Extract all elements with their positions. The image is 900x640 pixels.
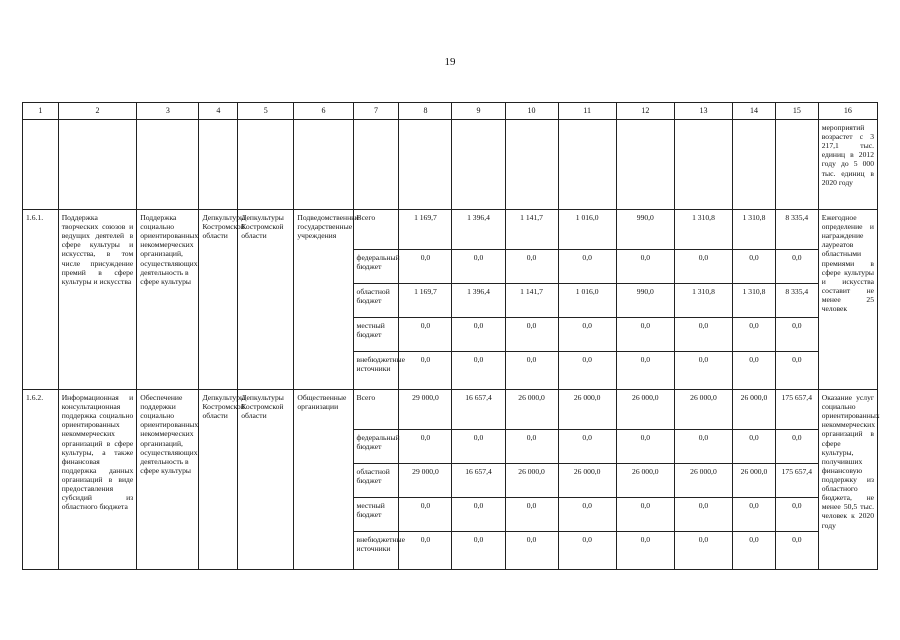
column-number: 7 (353, 103, 399, 120)
continuation-note: мероприятий возрастет с 3 217,1 тыс. единиц в 2012 году до 5 000 тыс. единиц в 2020 году (818, 120, 877, 210)
funding-source: Всего (353, 390, 399, 430)
column-number: 10 (505, 103, 558, 120)
funding-value: 0,0 (674, 498, 732, 532)
funding-source: областной бюджет (353, 464, 399, 498)
funding-value: 0,0 (399, 430, 452, 464)
table-body (23, 103, 878, 570)
funding-value: 0,0 (616, 532, 674, 570)
funding-value: 1 310,8 (733, 210, 776, 250)
funding-source: внебюджетные источники (353, 532, 399, 570)
funding-value: 26 000,0 (505, 390, 558, 430)
funding-value: 0,0 (399, 498, 452, 532)
funding-value: 0,0 (733, 498, 776, 532)
activity-name: Поддержка творческих союзов и ведущих деятелей в сфере культуры и искусства, в том числе присуждение премий в сфере культуры и искусства (58, 210, 137, 390)
funding-value: 0,0 (399, 250, 452, 284)
cell-empty (674, 120, 732, 210)
funding-value: 0,0 (558, 430, 616, 464)
cell-empty (137, 120, 199, 210)
column-number: 1 (23, 103, 59, 120)
funding-value: 0,0 (452, 250, 505, 284)
funding-value: 8 335,4 (775, 284, 818, 318)
funding-value: 1 310,8 (674, 284, 732, 318)
column-number: 3 (137, 103, 199, 120)
funding-value: 0,0 (733, 318, 776, 352)
funding-value: 1 310,8 (733, 284, 776, 318)
funding-value: 1 016,0 (558, 210, 616, 250)
funding-value: 0,0 (505, 352, 558, 390)
funding-value: 0,0 (505, 318, 558, 352)
funding-value: 1 169,7 (399, 284, 452, 318)
funding-value: 175 657,4 (775, 464, 818, 498)
funding-value: 0,0 (674, 352, 732, 390)
activity-goal: Обеспечение поддержки социально ориентированных некоммерческих организаций, осуществляющих деятельность в сфере культуры (137, 390, 199, 570)
activity-goal: Поддержка социально ориентированных некоммерческих организаций, осуществляющих деятельность в сфере культуры (137, 210, 199, 390)
cell-empty (775, 120, 818, 210)
funding-value: 0,0 (558, 318, 616, 352)
funding-value: 29 000,0 (399, 390, 452, 430)
column-number: 2 (58, 103, 137, 120)
expected-result: Ежегодное определение и награждение лауреатов областными премиями в сфере культуры и искусства составит не менее 25 человек (818, 210, 877, 390)
cell-empty (199, 120, 238, 210)
funding-value: 0,0 (616, 430, 674, 464)
funding-value: 0,0 (452, 532, 505, 570)
funding-value: 29 000,0 (399, 464, 452, 498)
funding-value: 0,0 (452, 498, 505, 532)
participants: Подведомственные государственные учреждения (294, 210, 353, 390)
column-number: 12 (616, 103, 674, 120)
cell-empty (558, 120, 616, 210)
funding-value: 0,0 (616, 250, 674, 284)
funding-value: 0,0 (505, 250, 558, 284)
column-number-row (23, 103, 878, 120)
cell-empty (452, 120, 505, 210)
cell-empty (23, 120, 59, 210)
responsible-executor: Депкультуры Костромской области (199, 390, 238, 570)
funding-source: местный бюджет (353, 318, 399, 352)
funding-value: 0,0 (616, 498, 674, 532)
funding-value: 0,0 (674, 430, 732, 464)
program-table (22, 102, 878, 570)
funding-value: 26 000,0 (616, 464, 674, 498)
column-number: 16 (818, 103, 877, 120)
funding-value: 26 000,0 (674, 390, 732, 430)
column-number: 9 (452, 103, 505, 120)
expected-result: Оказание услуг социально ориентированных некоммерческих организаций в сфере культуры, получивших финансовую поддержку из областного бюджета, не менее 50,5 тыс. человек к 2020 году (818, 390, 877, 570)
column-number: 5 (238, 103, 294, 120)
activity-code: 1.6.1. (23, 210, 59, 390)
funding-value: 0,0 (399, 318, 452, 352)
funding-source: областной бюджет (353, 284, 399, 318)
funding-value: 1 396,4 (452, 284, 505, 318)
cell-empty (294, 120, 353, 210)
funding-value: 26 000,0 (674, 464, 732, 498)
funding-source: федеральный бюджет (353, 250, 399, 284)
co-executor: Депкультуры Костромской области (238, 210, 294, 390)
cell-empty (733, 120, 776, 210)
funding-value: 1 169,7 (399, 210, 452, 250)
funding-value: 0,0 (733, 250, 776, 284)
activity-code: 1.6.2. (23, 390, 59, 570)
funding-value: 16 657,4 (452, 464, 505, 498)
responsible-executor: Депкультуры Костромской области (199, 210, 238, 390)
funding-value: 0,0 (775, 498, 818, 532)
funding-value: 1 016,0 (558, 284, 616, 318)
funding-row (23, 390, 878, 430)
continuation-row (23, 120, 878, 210)
cell-empty (353, 120, 399, 210)
cell-empty (505, 120, 558, 210)
funding-source: федеральный бюджет (353, 430, 399, 464)
funding-value: 8 335,4 (775, 210, 818, 250)
funding-value: 0,0 (505, 498, 558, 532)
funding-value: 1 310,8 (674, 210, 732, 250)
funding-value: 0,0 (505, 532, 558, 570)
cell-empty (238, 120, 294, 210)
funding-value: 0,0 (674, 250, 732, 284)
cell-empty (58, 120, 137, 210)
column-number: 6 (294, 103, 353, 120)
column-number: 15 (775, 103, 818, 120)
page-number: 19 (444, 56, 456, 68)
column-number: 8 (399, 103, 452, 120)
funding-value: 0,0 (775, 532, 818, 570)
funding-value: 0,0 (399, 352, 452, 390)
funding-value: 0,0 (558, 250, 616, 284)
funding-source: местный бюджет (353, 498, 399, 532)
funding-value: 0,0 (775, 430, 818, 464)
funding-value: 26 000,0 (558, 390, 616, 430)
funding-value: 990,0 (616, 284, 674, 318)
participants: Общественные организации (294, 390, 353, 570)
cell-empty (616, 120, 674, 210)
funding-value: 175 657,4 (775, 390, 818, 430)
funding-value: 0,0 (558, 532, 616, 570)
funding-value: 0,0 (558, 352, 616, 390)
co-executor: Депкультуры Костромской области (238, 390, 294, 570)
activity-name: Информационная и консультационная поддержка социально ориентированных некоммерческих организаций в сфере культуры, а также финансовая поддержка данных организаций в виде предоставления субсидий из областного бюджета (58, 390, 137, 570)
funding-value: 0,0 (616, 352, 674, 390)
funding-value: 0,0 (452, 318, 505, 352)
funding-source: Всего (353, 210, 399, 250)
funding-value: 0,0 (452, 352, 505, 390)
funding-value: 0,0 (399, 532, 452, 570)
funding-value: 0,0 (674, 532, 732, 570)
column-number: 13 (674, 103, 732, 120)
funding-value: 0,0 (452, 430, 505, 464)
funding-value: 26 000,0 (733, 390, 776, 430)
funding-value: 0,0 (616, 318, 674, 352)
funding-value: 990,0 (616, 210, 674, 250)
funding-source: внебюджетные источники (353, 352, 399, 390)
funding-value: 0,0 (674, 318, 732, 352)
funding-value: 0,0 (733, 532, 776, 570)
cell-empty (399, 120, 452, 210)
funding-value: 0,0 (558, 498, 616, 532)
funding-value: 0,0 (733, 430, 776, 464)
funding-value: 0,0 (733, 352, 776, 390)
funding-value: 26 000,0 (733, 464, 776, 498)
funding-value: 0,0 (775, 250, 818, 284)
funding-value: 1 141,7 (505, 284, 558, 318)
funding-value: 16 657,4 (452, 390, 505, 430)
funding-value: 26 000,0 (616, 390, 674, 430)
funding-value: 26 000,0 (505, 464, 558, 498)
column-number: 11 (558, 103, 616, 120)
column-number: 4 (199, 103, 238, 120)
funding-value: 1 141,7 (505, 210, 558, 250)
funding-value: 26 000,0 (558, 464, 616, 498)
funding-value: 0,0 (775, 352, 818, 390)
column-number: 14 (733, 103, 776, 120)
funding-value: 0,0 (505, 430, 558, 464)
funding-value: 0,0 (775, 318, 818, 352)
funding-row (23, 210, 878, 250)
funding-value: 1 396,4 (452, 210, 505, 250)
